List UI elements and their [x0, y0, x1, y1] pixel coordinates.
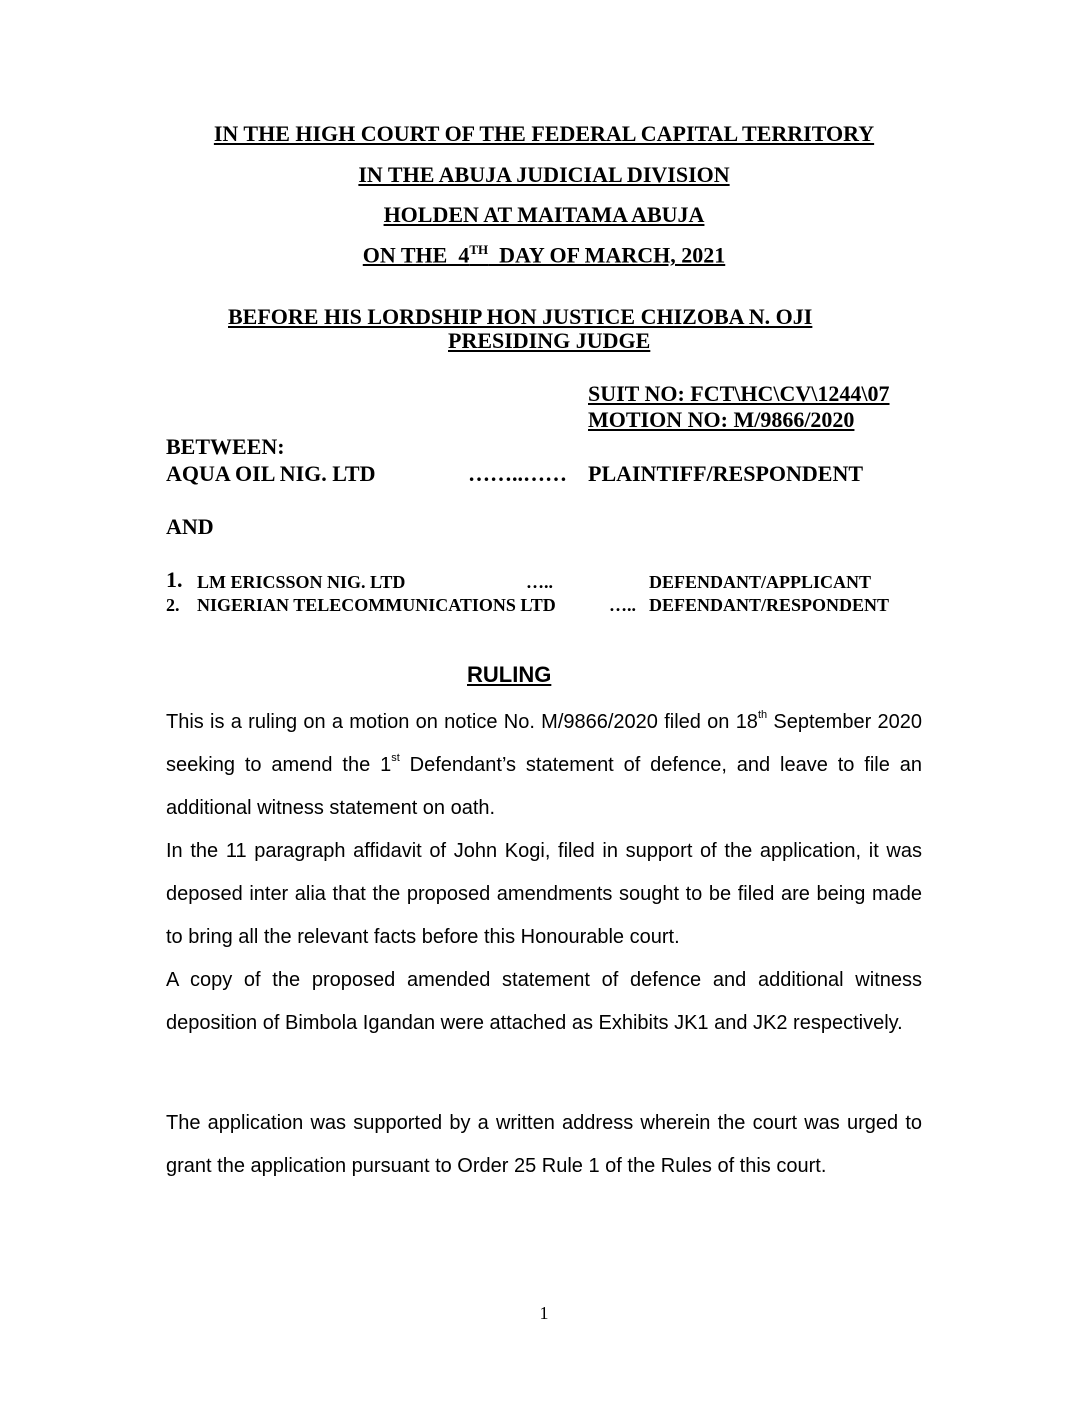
date-prefix: ON THE 4 [362, 242, 470, 268]
division-title: IN THE ABUJA JUDICIAL DIVISION [358, 162, 730, 187]
suit-number: SUIT NO: FCT\HC\CV\1244\07 [588, 381, 890, 406]
defendant-1-name: LM ERICSSON NIG. LTD [197, 572, 406, 592]
motion-number: MOTION NO: M/9866/2020 [588, 407, 855, 432]
before-line: BEFORE HIS LORDSHIP HON JUSTICE CHIZOBA N. OJI [228, 304, 813, 329]
defendant-2-leader-dots: ….. [609, 595, 636, 615]
plaintiff-name: AQUA OIL NIG. LTD [166, 461, 376, 486]
defendant-1-role: DEFENDANT/APPLICANT [649, 572, 872, 592]
plaintiff-role: PLAINTIFF/RESPONDENT [588, 461, 864, 486]
ordinal-sup-st: st [391, 752, 400, 764]
plaintiff-leader-dots: ……..…… [468, 461, 567, 486]
defendant-1-number: 1. [166, 567, 183, 592]
ordinal-sup-th: th [757, 709, 768, 721]
and-label: AND [166, 514, 214, 539]
between-label: BETWEEN: [166, 434, 285, 459]
presiding-judge: PRESIDING JUDGE [448, 328, 651, 353]
ruling-paragraph-1 [166, 701, 922, 830]
paragraph-1-text-a: This is a ruling on a motion on notice No. M/9866/2020 filed on 18 [166, 711, 758, 733]
defendant-2-name: NIGERIAN TELECOMMUNICATIONS LTD [197, 595, 556, 615]
defendant-2-number: 2. [166, 595, 180, 615]
defendant-1-leader-dots: ….. [526, 572, 553, 592]
ruling-paragraph-3: A copy of the proposed amended statement of defence and additional witness deposition of Bimbola Igandan were attached as Exhibits JK1 and JK2 respectively. [166, 969, 922, 1034]
ruling-paragraph-2: In the 11 paragraph affidavit of John Kogi, filed in support of the application, it was deposed inter alia that the proposed amendments sought to be filed are being made to bring all the relevant facts before this Honourable court. [166, 840, 922, 948]
date-title [0, 242, 1088, 268]
page-number: 1 [539, 1303, 549, 1323]
ruling-paragraph-4: The application was supported by a written address wherein the court was urged to grant the application pursuant to Order 25 Rule 1 of the Rules of this court. [166, 1112, 922, 1177]
holden-title: HOLDEN AT MAITAMA ABUJA [383, 202, 705, 227]
court-title: IN THE HIGH COURT OF THE FEDERAL CAPITAL TERRITORY [213, 121, 875, 146]
date-suffix-sup: TH [469, 242, 489, 257]
ruling-title: RULING [467, 662, 552, 687]
paragraph-1-text-c: Defendant’s statement of defence, and leave to file an additional witness statement on oath. [166, 754, 922, 819]
defendant-2-role: DEFENDANT/RESPONDENT [649, 595, 890, 615]
paragraph-1-text-b: September 2020 seeking to amend the 1 [166, 711, 923, 776]
date-rest: DAY OF MARCH, 2021 [488, 242, 726, 268]
